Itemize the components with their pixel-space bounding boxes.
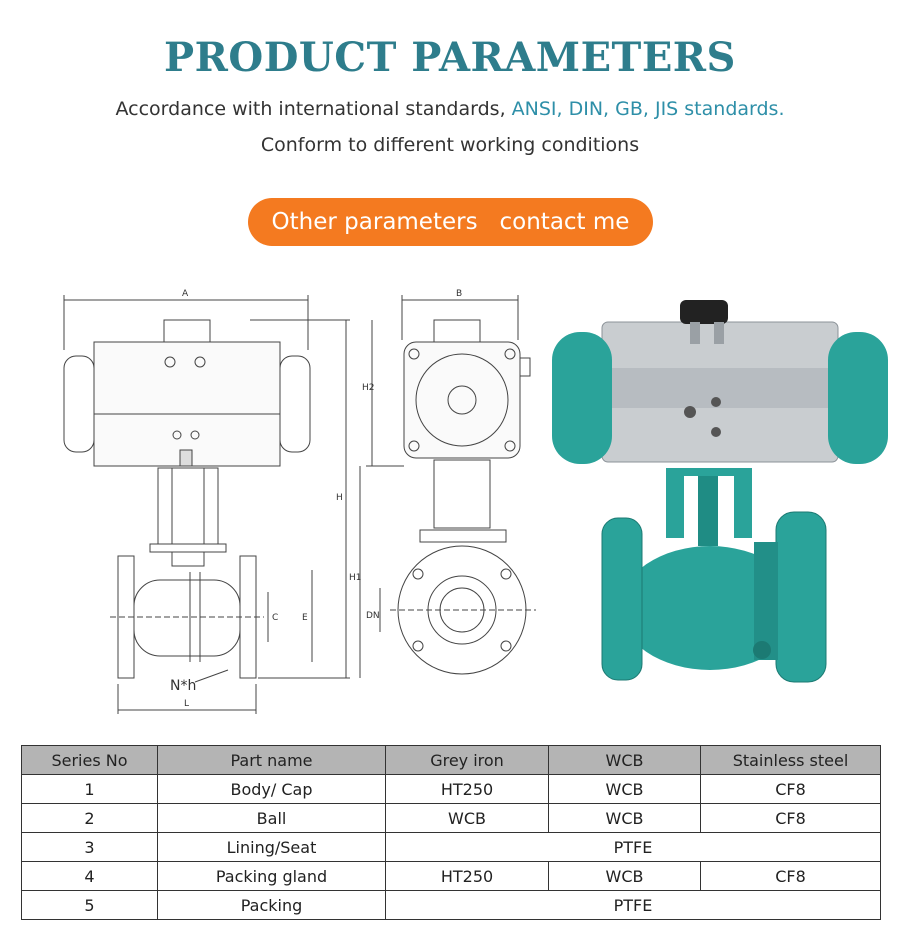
cell-stainless-steel: CF8 (701, 775, 881, 804)
parameter-table (21, 745, 881, 920)
cell-material-merged: PTFE (386, 891, 881, 920)
cell-part-name: Ball (158, 804, 386, 833)
dim-h1: H1 (349, 573, 362, 583)
cell-part-name: Packing (158, 891, 386, 920)
standards-line (0, 98, 900, 120)
dim-l: L (184, 699, 190, 709)
valve-photo (540, 290, 890, 690)
header-stainless-steel: Stainless steel (701, 746, 881, 775)
cell-grey-iron: HT250 (386, 775, 549, 804)
cell-wcb: WCB (549, 775, 701, 804)
technical-drawing (50, 280, 550, 720)
cell-stainless-steel: CF8 (701, 862, 881, 891)
table-row (22, 862, 881, 891)
header-part-name: Part name (158, 746, 386, 775)
conditions-line: Conform to different working conditions (260, 134, 640, 156)
cell-stainless-steel: CF8 (701, 804, 881, 833)
table-row (22, 833, 881, 862)
cell-part-name: Packing gland (158, 862, 386, 891)
standards-text: Accordance with international standards, (115, 98, 512, 120)
cell-series-no: 4 (22, 862, 158, 891)
dim-e: E (302, 613, 308, 623)
cell-wcb: WCB (549, 804, 701, 833)
page-title: PRODUCT PARAMETERS (164, 34, 736, 81)
cell-series-no: 2 (22, 804, 158, 833)
dim-dn: DN (366, 611, 380, 621)
cell-series-no: 3 (22, 833, 158, 862)
front-view (64, 295, 350, 714)
dim-a: A (182, 289, 189, 299)
contact-button[interactable]: Other parameters contact me (248, 198, 653, 246)
cell-material-merged: PTFE (386, 833, 881, 862)
dim-c: C (272, 613, 279, 623)
dim-h: H (336, 493, 343, 503)
table-header-row (22, 746, 881, 775)
dim-b: B (456, 289, 463, 299)
dim-nh: N*h (170, 678, 197, 694)
cell-wcb: WCB (549, 862, 701, 891)
cell-part-name: Lining/Seat (158, 833, 386, 862)
header-wcb: WCB (549, 746, 701, 775)
standards-highlight: ANSI, DIN, GB, JIS standards. (511, 98, 785, 120)
table-row (22, 804, 881, 833)
header-grey-iron: Grey iron (386, 746, 549, 775)
table-row (22, 891, 881, 920)
dim-h2: H2 (362, 383, 375, 393)
table-row (22, 775, 881, 804)
cell-part-name: Body/ Cap (158, 775, 386, 804)
cell-grey-iron: WCB (386, 804, 549, 833)
cell-series-no: 1 (22, 775, 158, 804)
cell-series-no: 5 (22, 891, 158, 920)
cell-grey-iron: HT250 (386, 862, 549, 891)
header-series-no: Series No (22, 746, 158, 775)
side-view (360, 295, 536, 678)
